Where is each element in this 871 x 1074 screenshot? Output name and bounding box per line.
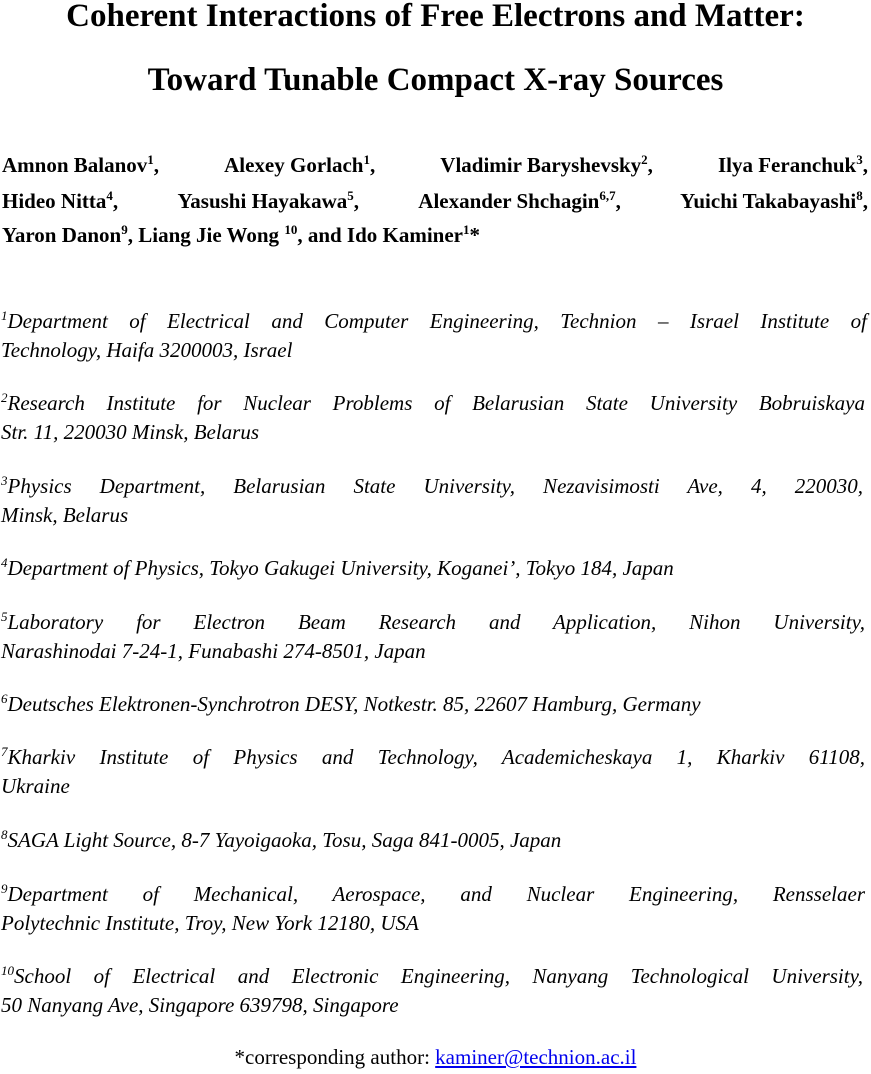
affiliation (1, 472, 867, 530)
affiliation (1, 962, 867, 1020)
author: Alexander Shchagin$^{6,7}$, (418, 188, 621, 213)
author: Alexey Gorlach$^1$, (224, 152, 376, 177)
corresponding-author (0, 1042, 871, 1072)
author: Hideo Nitta$^4$, (2, 188, 119, 213)
affiliation-line: $^1$Department of Electrical and Computer Engineering, Technion – Israel Institute of (1, 308, 867, 333)
affiliation-line: Ukraine (1, 774, 70, 798)
affiliation-line: $^3$Physics Department, Belarusian State University, Nezavisimosti Ave, 4, 220030, (1, 473, 863, 498)
affiliation (1, 826, 867, 855)
paper-title-line-2: Toward Tunable Compact X-ray Sources (147, 62, 724, 98)
author-line (2, 218, 868, 252)
affiliation-line: Narashinodai 7-24-1, Funabashi 274-8501, Japan (1, 639, 426, 663)
author: Yuichi Takabayashi$^8$, (680, 188, 868, 213)
author: Yasushi Hayakawa$^5$, (177, 188, 359, 213)
affiliation-line: Technology, Haifa 3200003, Israel (1, 338, 293, 362)
affiliation-line: $^9$Department of Mechanical, Aerospace, and Nuclear Engineering, Rensselaer (1, 881, 865, 906)
author: and Ido Kaminer$^1$* (307, 222, 481, 247)
affiliation-line: $^{10}$School of Electrical and Electronic Engineering, Nanyang Technological University, (1, 963, 863, 988)
author: Yaron Danon$^9$, (2, 222, 133, 247)
affiliation-line: $^8$SAGA Light Source, 8-7 Yayoigaoka, Tosu, Saga 841-0005, Japan (1, 827, 562, 852)
author-line (2, 148, 868, 182)
affiliation-line: Polytechnic Institute, Troy, New York 12180, USA (1, 911, 419, 935)
author: Vladimir Baryshevsky$^2$, (440, 152, 653, 177)
affiliation (1, 554, 867, 583)
affiliation (1, 307, 867, 365)
affiliation (1, 880, 867, 938)
affiliation-line: 50 Nanyang Ave, Singapore 639798, Singapore (1, 993, 399, 1017)
affiliation-line: $^7$Kharkiv Institute of Physics and Technology, Academicheskaya 1, Kharkiv 61108, (1, 744, 865, 769)
affiliation-line: Minsk, Belarus (1, 503, 129, 527)
paper-title-line-1: Coherent Interactions of Free Electrons and Matter: (66, 0, 805, 34)
affiliation-line: Str. 11, 220030 Minsk, Belarus (1, 420, 260, 444)
affiliation-line: $^4$Department of Physics, Tokyo Gakugei University, Koganei’, Tokyo 184, Japan (1, 555, 674, 580)
author: Ilya Feranchuk$^3$, (717, 152, 868, 177)
author-line (2, 184, 868, 218)
affiliation-line: $^5$Laboratory for Electron Beam Research and Application, Nihon University, (1, 609, 865, 634)
corresponding-email-link[interactable]: kaminer@technion.ac.il (435, 1045, 637, 1069)
affiliation-line: $^2$Research Institute for Nuclear Problems of Belarusian State University Bobruiskaya (1, 390, 865, 415)
author: Amnon Balanov$^1$, (2, 152, 160, 177)
affiliation (1, 743, 867, 801)
author: Liang Jie Wong $^{10}$, (138, 222, 303, 247)
affiliation (1, 389, 867, 447)
corresponding-author-label: *corresponding author: (234, 1045, 436, 1069)
affiliation (1, 608, 867, 666)
affiliation (1, 690, 867, 719)
affiliation-line: $^6$Deutsches Elektronen-Synchrotron DESY, Notkestr. 85, 22607 Hamburg, Germany (1, 691, 701, 716)
